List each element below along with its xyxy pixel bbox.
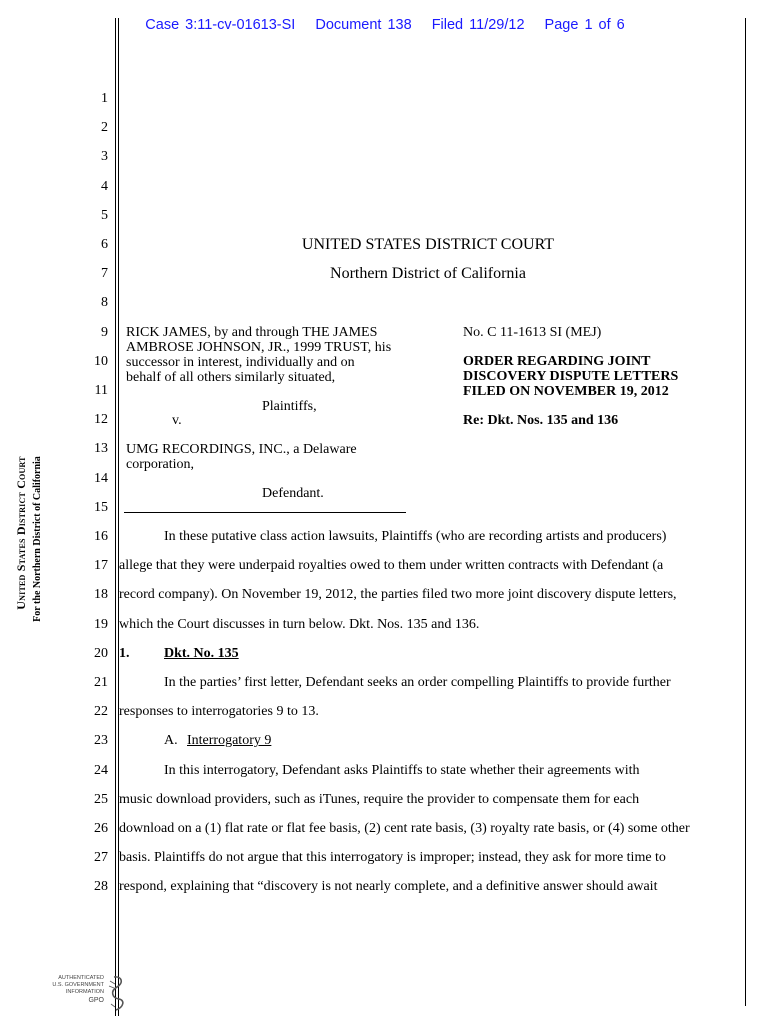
line-number: 3: [101, 149, 108, 165]
subsection-heading: [164, 733, 271, 748]
order-title-line: FILED ON NOVEMBER 19, 2012: [463, 384, 669, 399]
right-margin-rule: [745, 18, 746, 1006]
header-document-number: Document 138: [315, 17, 412, 33]
versus-label: v.: [172, 413, 182, 428]
line-number: 16: [94, 529, 108, 544]
docket-reference: Re: Dkt. Nos. 135 and 136: [463, 413, 619, 428]
line-number: 18: [94, 587, 108, 603]
line-number: 19: [94, 616, 108, 632]
line-number: 8: [101, 295, 108, 311]
line-number: 9: [101, 324, 108, 340]
line-number: 1: [101, 91, 108, 106]
section-heading: [119, 646, 239, 661]
defendant-line: UMG RECORDINGS, INC., a Delaware: [126, 442, 357, 457]
line-number: 22: [94, 704, 108, 720]
seal-line: INFORMATION: [65, 989, 104, 995]
plaintiff-line: AMBROSE JOHNSON, JR., 1999 TRUST, his: [126, 340, 392, 355]
line-number: 21: [94, 675, 108, 690]
line-number: 23: [94, 733, 108, 749]
subsection-title: Interrogatory 9: [187, 733, 272, 748]
line-number: 11: [94, 383, 108, 398]
seal-line: AUTHENTICATED: [58, 975, 104, 981]
court-district: Northern District of California: [330, 265, 526, 282]
line-number: 28: [94, 879, 108, 895]
plaintiff-line: successor in interest, individually and on: [126, 355, 355, 370]
body-line-24: In this interrogatory, Defendant asks Plaintiffs to state whether their agreements with: [164, 763, 640, 778]
header-filed-date: Filed 11/29/12: [431, 17, 525, 33]
header-page-number: Page 1 of 6: [544, 17, 625, 33]
left-margin-rule-outer: [115, 18, 116, 1016]
line-number: 24: [94, 762, 108, 778]
plaintiff-line: behalf of all others similarly situated,: [126, 370, 336, 385]
body-line-28: respond, explaining that “discovery is not nearly complete, and a definitive answer should await: [119, 879, 658, 894]
line-number: 2: [101, 120, 108, 136]
line-number: 25: [94, 791, 108, 807]
side-label-district: For the Northern District of California: [32, 456, 43, 622]
defendant-line: corporation,: [126, 457, 195, 472]
header-case-number: Case 3:11-cv-01613-SI: [145, 17, 296, 33]
line-number: 12: [94, 412, 108, 428]
body-line-27: basis. Plaintiffs do not argue that this interrogatory is improper; instead, they ask for more time to: [119, 850, 666, 865]
line-number: 26: [94, 821, 108, 836]
side-label-court: United States District Court: [14, 456, 28, 610]
line-number: 13: [94, 441, 108, 457]
case-number: No. C 11-1613 SI (MEJ): [463, 325, 602, 340]
order-title: [463, 354, 678, 399]
defendant-caption: [126, 442, 426, 472]
line-number: 4: [101, 178, 108, 194]
body-line-17: allege that they were underpaid royalties owed to them under written contracts with Defendant (a: [119, 558, 664, 573]
line-number: 5: [101, 207, 108, 223]
line-number: 20: [94, 645, 108, 661]
section-title: Dkt. No. 135: [164, 646, 239, 661]
body-line-22: responses to interrogatories 9 to 13.: [119, 704, 319, 719]
section-number: 1.: [119, 646, 130, 661]
seal-line: GPO: [88, 997, 104, 1004]
line-number: 15: [94, 499, 108, 515]
subsection-letter: A.: [164, 733, 178, 748]
body-line-21: In the parties’ first letter, Defendant seeks an order compelling Plaintiffs to provide further: [164, 675, 671, 690]
court-title: UNITED STATES DISTRICT COURT: [301, 236, 555, 253]
body-line-26: download on a (1) flat rate or flat fee basis, (2) cent rate basis, (3) royalty rate basis, or (4) some other: [119, 821, 690, 836]
body-line-19: which the Court discusses in turn below. Dkt. Nos. 135 and 136.: [119, 617, 480, 632]
line-number: 17: [94, 558, 108, 574]
body-line-16: In these putative class action lawsuits, Plaintiffs (who are recording artists and producers): [164, 529, 667, 544]
gpo-eagle-icon: [106, 974, 128, 1014]
plaintiff-caption: [126, 325, 426, 385]
seal-line: U.S. GOVERNMENT: [52, 982, 104, 988]
defendant-label: Defendant.: [262, 486, 324, 501]
line-number: 10: [94, 353, 108, 369]
body-line-18: record company). On November 19, 2012, the parties filed two more joint discovery dispute letters,: [119, 587, 677, 602]
left-margin-rule-inner: [118, 18, 119, 1016]
line-number: 27: [94, 850, 108, 866]
gpo-authentication-seal: [40, 974, 130, 1014]
line-number: 7: [101, 266, 108, 282]
line-number: 6: [101, 237, 108, 252]
order-title-line: DISCOVERY DISPUTE LETTERS: [463, 369, 679, 384]
caption-underline: [124, 512, 406, 513]
plaintiff-line: RICK JAMES, by and through THE JAMES: [126, 325, 378, 340]
plaintiffs-label: Plaintiffs,: [262, 399, 317, 414]
line-number: 14: [94, 470, 108, 486]
body-line-25: music download providers, such as iTunes, require the provider to compensate them for each: [119, 792, 640, 807]
order-title-line: ORDER REGARDING JOINT: [463, 354, 651, 369]
